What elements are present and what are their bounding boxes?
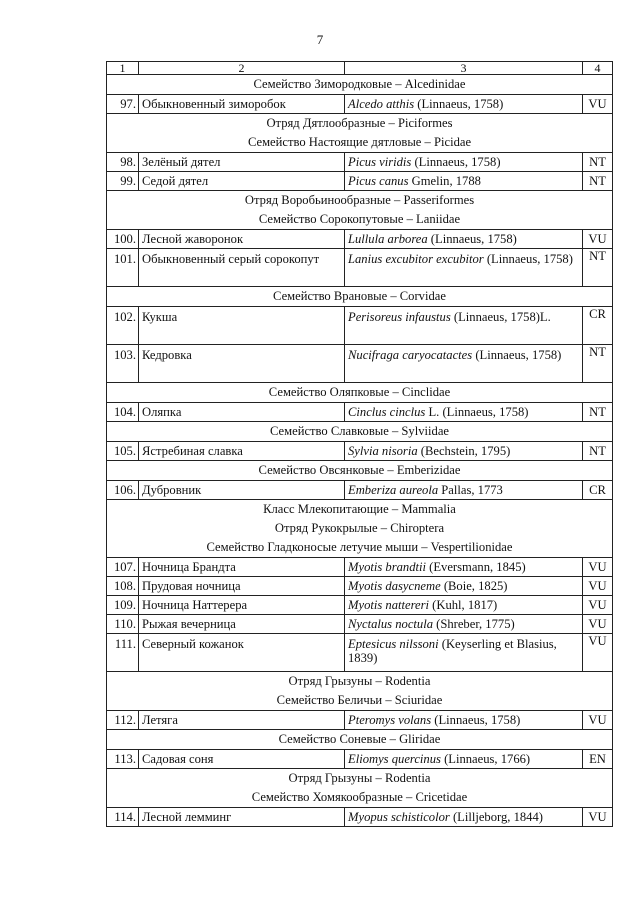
species-common-name: Садовая соня — [139, 750, 345, 769]
table-row — [107, 750, 613, 769]
section-heading: Семейство Зимородковые – Alcedinidae — [107, 75, 613, 95]
species-number: 111. — [107, 634, 139, 672]
species-common-name: Седой дятел — [139, 172, 345, 191]
species-number: 104. — [107, 403, 139, 422]
latin-binomial: Cinclus cinclus — [348, 405, 426, 419]
species-table — [106, 61, 613, 827]
species-common-name: Обыкновенный зиморобок — [139, 95, 345, 114]
table-row — [107, 442, 613, 461]
conservation-status: VU — [583, 634, 613, 672]
species-scientific-name — [345, 230, 583, 249]
header-cell-status: 4 — [583, 62, 613, 75]
latin-binomial: Nucifraga caryocatactes — [348, 348, 473, 362]
species-number: 107. — [107, 558, 139, 577]
species-common-name: Ястребиная славка — [139, 442, 345, 461]
species-common-name: Обыкновенный серый сорокопут — [139, 249, 345, 287]
latin-binomial: Eptesicus nilssoni — [348, 637, 439, 651]
section-heading: Семейство Соневые – Gliridae — [107, 730, 613, 750]
section-heading-row — [107, 500, 613, 520]
species-number: 112. — [107, 711, 139, 730]
taxon-authority: (Linnaeus, 1758) — [414, 97, 504, 111]
section-heading: Семейство Сорокопутовые – Laniidae — [107, 210, 613, 230]
taxon-authority: (Bechstein, 1795) — [417, 444, 511, 458]
section-heading-row — [107, 691, 613, 711]
taxon-authority: (Keyserling et Blasius, 1839) — [348, 637, 557, 665]
section-heading: Отряд Грызуны – Rodentia — [107, 769, 613, 789]
section-heading: Семейство Оляпковые – Cinclidae — [107, 383, 613, 403]
section-heading-row — [107, 769, 613, 789]
latin-binomial: Perisoreus infaustus — [348, 310, 451, 324]
species-scientific-name — [345, 172, 583, 191]
table-row — [107, 558, 613, 577]
section-heading-row — [107, 422, 613, 442]
species-scientific-name — [345, 634, 583, 672]
section-heading: Отряд Воробьинообразные – Passeriformes — [107, 191, 613, 211]
section-heading: Семейство Овсянковые – Emberizidae — [107, 461, 613, 481]
section-heading: Отряд Дятлообразные – Piciformes — [107, 114, 613, 134]
species-common-name: Лесной лемминг — [139, 808, 345, 827]
species-scientific-name — [345, 153, 583, 172]
table-row — [107, 481, 613, 500]
conservation-status: NT — [583, 172, 613, 191]
conservation-status: VU — [583, 95, 613, 114]
section-heading-row — [107, 287, 613, 307]
section-heading: Семейство Беличьи – Sciuridae — [107, 691, 613, 711]
taxon-authority: (Eversmann, 1845) — [426, 560, 526, 574]
taxon-authority: (Linnaeus, 1766) — [440, 752, 531, 766]
section-heading-row — [107, 210, 613, 230]
species-number: 108. — [107, 577, 139, 596]
taxon-authority: (Linnaeus, 1758) — [411, 155, 501, 169]
species-number: 106. — [107, 481, 139, 500]
table-row — [107, 634, 613, 672]
species-number: 114. — [107, 808, 139, 827]
species-common-name: Кедровка — [139, 345, 345, 383]
species-number: 98. — [107, 153, 139, 172]
section-heading: Отряд Грызуны – Rodentia — [107, 672, 613, 692]
section-heading: Семейство Врановые – Corvidae — [107, 287, 613, 307]
table-row — [107, 345, 613, 383]
latin-binomial: Lanius excubitor excubitor — [348, 252, 484, 266]
species-common-name: Зелёный дятел — [139, 153, 345, 172]
taxon-authority: (Linnaeus, 1758) — [431, 713, 521, 727]
section-heading-row — [107, 383, 613, 403]
taxon-authority: (Boie, 1825) — [440, 579, 508, 593]
table-row — [107, 153, 613, 172]
taxon-authority: (Lilljeborg, 1844) — [449, 810, 543, 824]
species-number: 97. — [107, 95, 139, 114]
taxon-authority: (Shreber, 1775) — [433, 617, 515, 631]
conservation-status: NT — [583, 153, 613, 172]
latin-binomial: Myotis nattereri — [348, 598, 430, 612]
species-number: 105. — [107, 442, 139, 461]
species-scientific-name — [345, 481, 583, 500]
species-scientific-name — [345, 711, 583, 730]
species-common-name: Прудовая ночница — [139, 577, 345, 596]
conservation-status: NT — [583, 249, 613, 287]
latin-binomial: Nyctalus noctula — [348, 617, 433, 631]
species-scientific-name — [345, 95, 583, 114]
header-cell-name: 2 — [139, 62, 345, 75]
table-row — [107, 249, 613, 287]
species-common-name: Лесной жаворонок — [139, 230, 345, 249]
conservation-status: VU — [583, 577, 613, 596]
page-number: 7 — [316, 32, 324, 47]
conservation-status: CR — [583, 307, 613, 345]
species-table-body — [107, 62, 613, 827]
section-heading-row — [107, 672, 613, 692]
conservation-status: VU — [583, 615, 613, 634]
table-row — [107, 615, 613, 634]
latin-binomial: Sylvia nisoria — [348, 444, 418, 458]
latin-binomial: Picus canus — [348, 174, 409, 188]
table-row — [107, 230, 613, 249]
latin-binomial: Picus viridis — [348, 155, 412, 169]
species-common-name: Кукша — [139, 307, 345, 345]
section-heading-row — [107, 788, 613, 808]
section-heading: Класс Млекопитающие – Mammalia — [107, 500, 613, 520]
species-scientific-name — [345, 345, 583, 383]
conservation-status: EN — [583, 750, 613, 769]
table-header-row — [107, 62, 613, 75]
taxon-authority: (Linnaeus, 1758) — [427, 232, 517, 246]
section-heading: Отряд Рукокрылые – Chiroptera — [107, 519, 613, 538]
header-cell-number: 1 — [107, 62, 139, 75]
latin-binomial: Alcedo atthis — [348, 97, 415, 111]
section-heading-row — [107, 538, 613, 558]
species-number: 101. — [107, 249, 139, 287]
conservation-status: VU — [583, 230, 613, 249]
latin-binomial: Eliomys quercinus — [348, 752, 441, 766]
section-heading-row — [107, 191, 613, 211]
species-scientific-name — [345, 577, 583, 596]
species-scientific-name — [345, 249, 583, 287]
section-heading-row — [107, 133, 613, 153]
latin-binomial: Myopus schisticolor — [348, 810, 450, 824]
taxon-authority: Pallas, 1773 — [438, 483, 503, 497]
section-heading: Семейство Настоящие дятловые – Picidae — [107, 133, 613, 153]
taxon-authority: (Linnaeus, 1758)L. — [450, 310, 551, 324]
section-heading: Семейство Хомякообразные – Cricetidae — [107, 788, 613, 808]
table-row — [107, 596, 613, 615]
table-row — [107, 711, 613, 730]
section-heading: Семейство Славковые – Sylviidae — [107, 422, 613, 442]
species-scientific-name — [345, 615, 583, 634]
section-heading: Семейство Гладконосые летучие мыши – Vespertilionidae — [107, 538, 613, 558]
taxon-authority: L. (Linnaeus, 1758) — [425, 405, 529, 419]
section-heading-row — [107, 461, 613, 481]
section-heading-row — [107, 75, 613, 95]
species-scientific-name — [345, 596, 583, 615]
species-number: 110. — [107, 615, 139, 634]
species-scientific-name — [345, 558, 583, 577]
species-number: 109. — [107, 596, 139, 615]
header-cell-latin: 3 — [345, 62, 583, 75]
table-row — [107, 307, 613, 345]
taxon-authority: (Kuhl, 1817) — [429, 598, 498, 612]
species-number: 99. — [107, 172, 139, 191]
table-row — [107, 95, 613, 114]
section-heading-row — [107, 114, 613, 134]
species-scientific-name — [345, 808, 583, 827]
species-common-name: Летяга — [139, 711, 345, 730]
taxon-authority: (Linnaeus, 1758) — [472, 348, 562, 362]
species-common-name: Северный кожанок — [139, 634, 345, 672]
latin-binomial: Emberiza aureola — [348, 483, 439, 497]
species-scientific-name — [345, 307, 583, 345]
species-common-name: Оляпка — [139, 403, 345, 422]
species-common-name: Дубровник — [139, 481, 345, 500]
species-number: 102. — [107, 307, 139, 345]
section-heading-row — [107, 730, 613, 750]
species-number: 100. — [107, 230, 139, 249]
conservation-status: NT — [583, 442, 613, 461]
conservation-status: VU — [583, 558, 613, 577]
species-common-name: Ночница Наттерера — [139, 596, 345, 615]
species-scientific-name — [345, 442, 583, 461]
conservation-status: VU — [583, 808, 613, 827]
latin-binomial: Pteromys volans — [348, 713, 432, 727]
latin-binomial: Myotis brandtii — [348, 560, 427, 574]
conservation-status: VU — [583, 711, 613, 730]
species-scientific-name — [345, 750, 583, 769]
table-row — [107, 172, 613, 191]
latin-binomial: Lullula arborea — [348, 232, 428, 246]
conservation-status: NT — [583, 345, 613, 383]
latin-binomial: Myotis dasycneme — [348, 579, 441, 593]
species-number: 113. — [107, 750, 139, 769]
species-scientific-name — [345, 403, 583, 422]
taxon-authority: (Linnaeus, 1758) — [483, 252, 573, 266]
taxon-authority: Gmelin, 1788 — [408, 174, 481, 188]
table-row — [107, 403, 613, 422]
table-row — [107, 577, 613, 596]
conservation-status: VU — [583, 596, 613, 615]
table-row — [107, 808, 613, 827]
conservation-status: NT — [583, 403, 613, 422]
species-common-name: Рыжая вечерница — [139, 615, 345, 634]
species-number: 103. — [107, 345, 139, 383]
section-heading-row — [107, 519, 613, 538]
conservation-status: CR — [583, 481, 613, 500]
species-common-name: Ночница Брандта — [139, 558, 345, 577]
